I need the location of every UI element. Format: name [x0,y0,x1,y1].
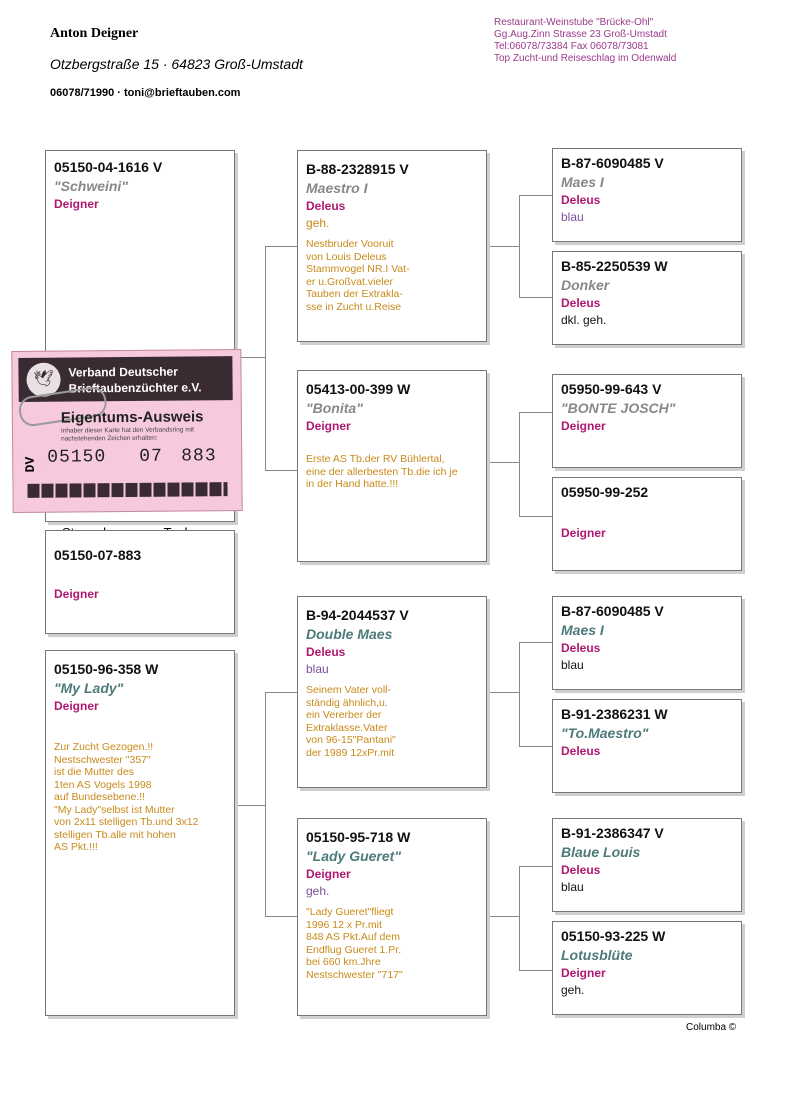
ggp-8-color: geh. [561,983,585,997]
owner-name: Anton Deigner [50,26,139,41]
owner-contact: 06078/71990 · toni@brieftauben.com [50,87,241,99]
footer-credit: Columba © [686,1022,737,1033]
ggp-1-name: Maes I [561,174,604,190]
ggp-4-breeder: Deigner [561,526,606,540]
gp-mf-ring: B-94-2044537 V [306,607,409,623]
pigeon-logo-icon: 🕊 [26,363,60,397]
ggp-2-breeder: Deleus [561,296,601,310]
card-org-line-2: Brieftaubenzüchter e.V. [68,380,202,396]
ggp-5-breeder: Deleus [561,641,601,655]
ggp-box-7 [552,818,742,912]
grandparent-box-mm [297,818,487,1016]
connector [519,195,552,196]
connector [487,246,519,247]
connector [519,970,552,971]
ggp-7-name: Blaue Louis [561,844,641,860]
ggp-3-breeder: Deigner [561,419,606,433]
ggp-3-ring: 05950-99-643 V [561,381,662,397]
gp-ff-name: Maestro I [306,180,368,196]
ggp-1-color: blau [561,210,584,224]
ggp-2-color: dkl. geh. [561,313,607,327]
gp-ff-ring: B-88-2328915 V [306,161,409,177]
ggp-box-2 [552,251,742,345]
ggp-3-name: "BONTE JOSCH" [561,400,676,416]
restaurant-line-2: Gg.Aug.Zinn Strasse 23 Groß-Umstadt [494,29,667,40]
restaurant-line-4: Top Zucht-und Reiseschlag im Odenwald [494,53,677,64]
ggp-box-5 [552,596,742,690]
restaurant-line-1: Restaurant-Weinstube "Brücke-Ohl" [494,17,654,28]
ggp-8-ring: 05150-93-225 W [561,928,666,944]
card-org-line-1: Verband Deutscher [68,364,178,380]
father-ring: 05150-04-1616 V [54,159,163,175]
gp-mf-note: Seinem Vater voll- ständig ähnlich,u. ein Vererber der Extraklasse.Vater von 96-15"Pantani" der 1989 12xPr.mit [306,684,396,759]
ggp-6-ring: B-91-2386231 W [561,706,668,722]
gp-ff-note: Nestbruder Vooruit von Louis Deleus Stammvogel NR.I Vat- er u.Großvat.vieler Tauben der Extrakla- sse in Zucht u.Reise [306,238,410,313]
ggp-5-color: blau [561,658,584,672]
ownership-card [11,349,242,513]
connector [519,516,552,517]
connector [519,195,520,297]
gp-fm-name: "Bonita" [306,400,363,416]
card-number-2: 07 [139,446,163,467]
card-title: Eigentums-Ausweis [60,408,204,427]
gp-mm-note: "Lady Gueret"fliegt 1996 12 x Pr.mit 848 AS Pkt.Auf dem Endflug Gueret 1.Pr. bei 660 km.Jhre Nestschwester "717" [306,906,403,981]
ggp-1-breeder: Deleus [561,193,601,207]
connector [265,692,297,693]
ggp-2-name: Donker [561,277,610,293]
card-dv: DV [19,444,41,480]
gp-fm-ring: 05413-00-399 W [306,381,411,397]
gp-mf-name: Double Maes [306,626,393,642]
card-subtitle: Inhaber dieser Karte hat den Verbandsring mit nachstehenden Zeichen erhalten: [60,426,195,443]
ggp-6-breeder: Deleus [561,744,601,758]
connector [519,412,552,413]
ggp-8-name: Lotusblüte [561,947,633,963]
connector [519,642,552,643]
restaurant-line-3: Tel:06078/73384 Fax 06078/73081 [494,41,649,52]
gp-fm-note: Erste AS Tb.der RV Bühlertal, eine der allerbesten Tb.die ich je in der Hand hatte.!!! [306,453,458,490]
connector [519,866,520,970]
connector [487,916,519,917]
connector [519,412,520,516]
mother-note: Zur Zucht Gezogen.!! Nestschwester "357" ist die Mutter des 1ten AS Vogels 1998 auf Bundesebene.!! "My Lady"selbst ist Mutter von 2x11 stelligen Tb.und 3x12 stelligen Tb.alle mit hohen AS Pkt.!!! [54,741,199,853]
mother-breeder: Deigner [54,699,99,713]
gp-mm-ring: 05150-95-718 W [306,829,411,845]
card-number-1: 05150 [47,447,107,468]
mother-box [45,650,235,1016]
ggp-box-6 [552,699,742,793]
father-breeder: Deigner [54,197,99,211]
gp-mm-breeder: Deigner [306,867,351,881]
connector [519,866,552,867]
connector [519,642,520,746]
gp-ff-breeder: Deleus [306,199,346,213]
connector [265,916,297,917]
grandparent-box-mf [297,596,487,788]
ggp-box-4 [552,477,742,571]
ggp-box-3 [552,374,742,468]
connector [235,805,265,806]
connector [487,692,519,693]
gp-ff-color: geh. [306,216,330,230]
ggp-6-name: "To.Maestro" [561,725,649,741]
ggp-box-8 [552,921,742,1015]
ggp-box-1 [552,148,742,242]
connector [519,297,552,298]
grandparent-box-ff [297,150,487,342]
card-number-3: 883 [181,446,217,467]
gp-mf-color: blau [306,662,329,676]
subject-box [45,530,235,634]
connector [519,746,552,747]
ggp-5-ring: B-87-6090485 V [561,603,664,619]
ggp-4-ring: 05950-99-252 [561,484,649,500]
ggp-5-name: Maes I [561,622,604,638]
connector [265,692,266,917]
connector [487,462,519,463]
ggp-7-ring: B-91-2386347 V [561,825,664,841]
gp-mm-name: "Lady Gueret" [306,848,401,864]
ggp-7-breeder: Deleus [561,863,601,877]
ggp-8-breeder: Deigner [561,966,606,980]
gp-mf-breeder: Deleus [306,645,346,659]
grandparent-box-fm [297,370,487,562]
mother-name: "My Lady" [54,680,124,696]
ggp-1-ring: B-87-6090485 V [561,155,664,171]
gp-mm-color: geh. [306,884,330,898]
subject-ring: 05150-07-883 [54,547,142,563]
owner-address: Otzbergstraße 15 · 64823 Groß-Umstadt [50,56,303,72]
father-name: "Schweini" [54,178,128,194]
restaurant-ad [494,17,676,65]
connector [265,470,297,471]
mother-ring: 05150-96-358 W [54,661,159,677]
ggp-7-color: blau [561,880,584,894]
card-pattern-strip [27,482,227,498]
gp-fm-breeder: Deigner [306,419,351,433]
connector [265,246,297,247]
ggp-2-ring: B-85-2250539 W [561,258,668,274]
subject-breeder: Deigner [54,587,99,601]
connector [265,246,266,471]
